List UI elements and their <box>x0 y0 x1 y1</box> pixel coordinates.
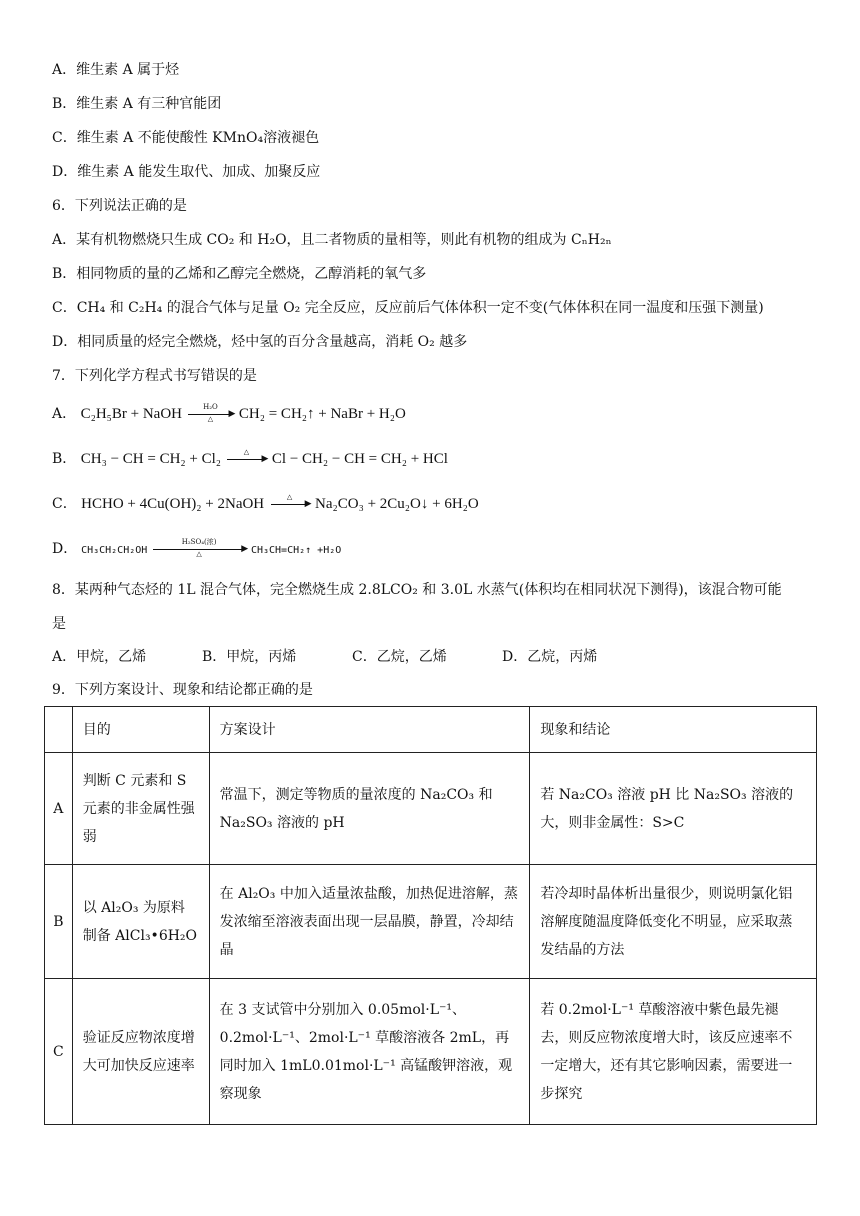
equation-c-right: Na₂CO₃ + 2Cu₂O↓ + 6H₂O <box>315 496 479 512</box>
q8-stem-continued: 是 <box>52 616 66 632</box>
table-header-cell: 方案设计 <box>209 707 530 753</box>
q8-options <box>52 647 597 667</box>
row-result: 若 0.2mol·L⁻¹ 草酸溶液中紫色最先褪去，则反应物浓度增大时，该反应速率不一定增大，还有其它影响因素，需要进一步探究 <box>530 979 817 1125</box>
q5-option-d: D．维生素 A 能发生取代、加成、加聚反应 <box>52 164 321 180</box>
q9-stem: 9．下列方案设计、现象和结论都正确的是 <box>52 682 313 698</box>
row-result: 若冷却时晶体析出量很少，则说明氯化铝溶解度随温度降低变化不明显，应采取蒸发结晶的方法 <box>530 865 817 979</box>
equation-d-left: CH₃CH₂CH₂OH <box>81 545 148 556</box>
q5-option-b: B．维生素 A 有三种官能团 <box>52 96 222 112</box>
q5-option-a: A．维生素 A 属于烃 <box>52 62 180 78</box>
q7-option-b: B． CH₃ − CH = CH₂ + Cl₂ △ ▶ Cl − CH₂ − CH = CH₂ + HCl <box>52 447 448 467</box>
q6-stem: 6．下列说法正确的是 <box>52 198 187 214</box>
row-purpose: 以 Al₂O₃ 为原料制备 AlCl₃•6H₂O <box>72 865 209 979</box>
row-result: 若 Na₂CO₃ 溶液 pH 比 Na₂SO₃ 溶液的大，则非金属性：S>C <box>530 753 817 865</box>
q5-option-c: C．维生素 A 不能使酸性 KMnO₄溶液褪色 <box>52 130 320 146</box>
row-design: 常温下，测定等物质的量浓度的 Na₂CO₃ 和 Na₂SO₃ 溶液的 pH <box>209 753 530 865</box>
q6-option-d: D．相同质量的烃完全燃烧，烃中氢的百分含量越高，消耗 O₂ 越多 <box>52 334 468 350</box>
row-purpose: 判断 C 元素和 S 元素的非金属性强弱 <box>72 753 209 865</box>
q8-option-b: B．甲烷，丙烯 <box>202 649 297 665</box>
q7-option-a: A． C₂H₅Br + NaOH H₂O ▶ △ CH₂ = CH₂↑ + NaBr + H₂O <box>52 402 406 423</box>
row-design: 在 3 支试管中分别加入 0.05mol·L⁻¹、0.2mol·L⁻¹、2mol·L⁻¹ 草酸溶液各 2mL，再同时加入 1mL0.01mol·L⁻¹ 高锰酸钾溶液，观察现象 <box>209 979 530 1125</box>
q7-stem: 7．下列化学方程式书写错误的是 <box>52 368 257 384</box>
row-label: C <box>45 979 73 1125</box>
row-label: B <box>45 865 73 979</box>
row-design: 在 Al₂O₃ 中加入适量浓盐酸，加热促进溶解，蒸发浓缩至溶液表面出现一层晶膜，静置，冷却结晶 <box>209 865 530 979</box>
table-row <box>45 865 817 979</box>
q8-stem: 8．某两种气态烃的 1L 混合气体，完全燃烧生成 2.8LCO₂ 和 3.0L 水蒸气(体积均在相同状况下测得)，该混合物可能 <box>52 582 782 598</box>
reaction-arrow-a: H₂O ▶ △ <box>188 414 232 415</box>
q9-table <box>44 706 817 1125</box>
table-header-cell <box>45 707 73 753</box>
equation-b-right: Cl − CH₂ − CH = CH₂ + HCl <box>271 451 448 467</box>
q8-option-a: A．甲烷，乙烯 <box>52 649 147 665</box>
table-header-cell: 目的 <box>72 707 209 753</box>
equation-c-left: HCHO + 4Cu(OH)₂ + 2NaOH <box>81 496 265 512</box>
equation-a-right: CH₂ = CH₂↑ + NaBr + H₂O <box>238 406 406 422</box>
equation-b-left: CH₃ − CH = CH₂ + Cl₂ <box>80 451 222 467</box>
equation-d-right: CH₃CH=CH₂↑ +H₂O <box>250 545 342 556</box>
q8-option-d: D．乙烷，丙烯 <box>502 649 598 665</box>
q7-option-c: C． HCHO + 4Cu(OH)₂ + 2NaOH △ ▶ Na₂CO₃ + 2Cu₂O↓ + 6H₂O <box>52 492 479 512</box>
q7-option-d: D． CH₃CH₂CH₂OH H₂SO₄(浓) ▶ △ CH₃CH=CH₂↑ +H₂O <box>52 538 342 558</box>
reaction-arrow-c: △ ▶ <box>271 504 309 505</box>
reaction-arrow-d: H₂SO₄(浓) ▶ △ <box>153 549 245 550</box>
equation-a-left: C₂H₅Br + NaOH <box>80 406 182 422</box>
q8-option-c: C．乙烷，乙烯 <box>352 649 447 665</box>
reaction-arrow-b: △ ▶ <box>227 459 265 460</box>
q6-option-b: B．相同物质的量的乙烯和乙醇完全燃烧，乙醇消耗的氧气多 <box>52 266 427 282</box>
table-row <box>45 979 817 1125</box>
table-header-cell: 现象和结论 <box>530 707 817 753</box>
row-purpose: 验证反应物浓度增大可加快反应速率 <box>72 979 209 1125</box>
q6-option-c: C．CH₄ 和 C₂H₄ 的混合气体与足量 O₂ 完全反应，反应前后气体体积一定不变(气体体积在同一温度和压强下测量) <box>52 300 764 316</box>
table-header-row <box>45 707 817 753</box>
q6-option-a: A．某有机物燃烧只生成 CO₂ 和 H₂O，且二者物质的量相等，则此有机物的组成为 CₙH₂ₙ <box>52 232 612 248</box>
row-label: A <box>45 753 73 865</box>
table-row <box>45 753 817 865</box>
